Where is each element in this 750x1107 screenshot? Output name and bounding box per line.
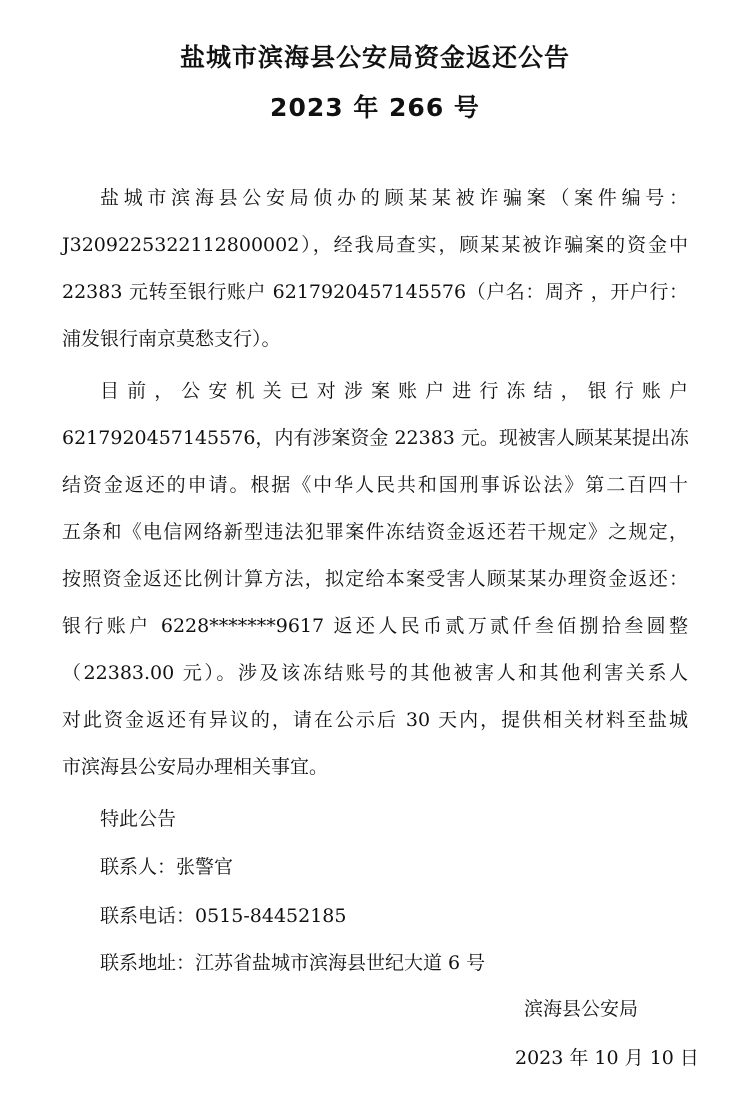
notice-number: 2023 年 266 号: [270, 93, 480, 122]
paragraph-line: J3209225322112800002），经我局查实，顾某某被诈骗案的资金中: [62, 234, 688, 256]
issue-date: 2023 年 10 月 10 日: [515, 1047, 699, 1069]
notice-paragraph-1: [62, 175, 688, 363]
paragraph-line: 银行账户 6228*******9617 返还人民币贰万贰仟叁佰捌拾叁圆整: [62, 615, 688, 637]
paragraph-line: 对此资金返还有异议的，请在公示后 30 天内，提供相关材料至盐城: [62, 709, 688, 731]
notice-title: 盐城市滨海县公安局资金返还公告: [179, 43, 570, 72]
paragraph-line: 市滨海县公安局办理相关事宜。: [62, 756, 329, 778]
closing-statement: 特此公告: [100, 808, 177, 830]
contact-person: 联系人：张警官: [100, 856, 234, 878]
paragraph-line: 浦发银行南京莫愁支行）。: [62, 328, 281, 350]
paragraph-line: 目前，公安机关已对涉案账户进行冻结，银行账户: [100, 380, 688, 402]
paragraph-line: 盐城市滨海县公安局侦办的顾某某被诈骗案（案件编号：: [100, 187, 688, 209]
contact-address: 联系地址：江苏省盐城市滨海县世纪大道 6 号: [100, 952, 486, 974]
paragraph-line: 五条和《电信网络新型违法犯罪案件冻结资金返还若干规定》之规定，: [62, 521, 688, 543]
contact-phone: 联系电话：0515-84452185: [100, 905, 347, 927]
paragraph-line: （22383.00 元）。涉及该冻结账号的其他被害人和其他利害关系人: [62, 662, 688, 684]
issuing-organization: 滨海县公安局: [524, 998, 639, 1020]
paragraph-line: 6217920457145576，内有涉案资金 22383 元。现被害人顾某某提出冻: [62, 427, 689, 449]
notice-paragraph-2: [62, 368, 688, 791]
paragraph-line: 按照资金返还比例计算方法，拟定给本案受害人顾某某办理资金返还：: [62, 568, 688, 590]
paragraph-line: 22383 元转至银行账户 6217920457145576（户名：周齐 ，开户行：: [62, 281, 688, 303]
paragraph-line: 结资金返还的申请。根据《中华人民共和国刑事诉讼法》第二百四十: [62, 474, 688, 496]
